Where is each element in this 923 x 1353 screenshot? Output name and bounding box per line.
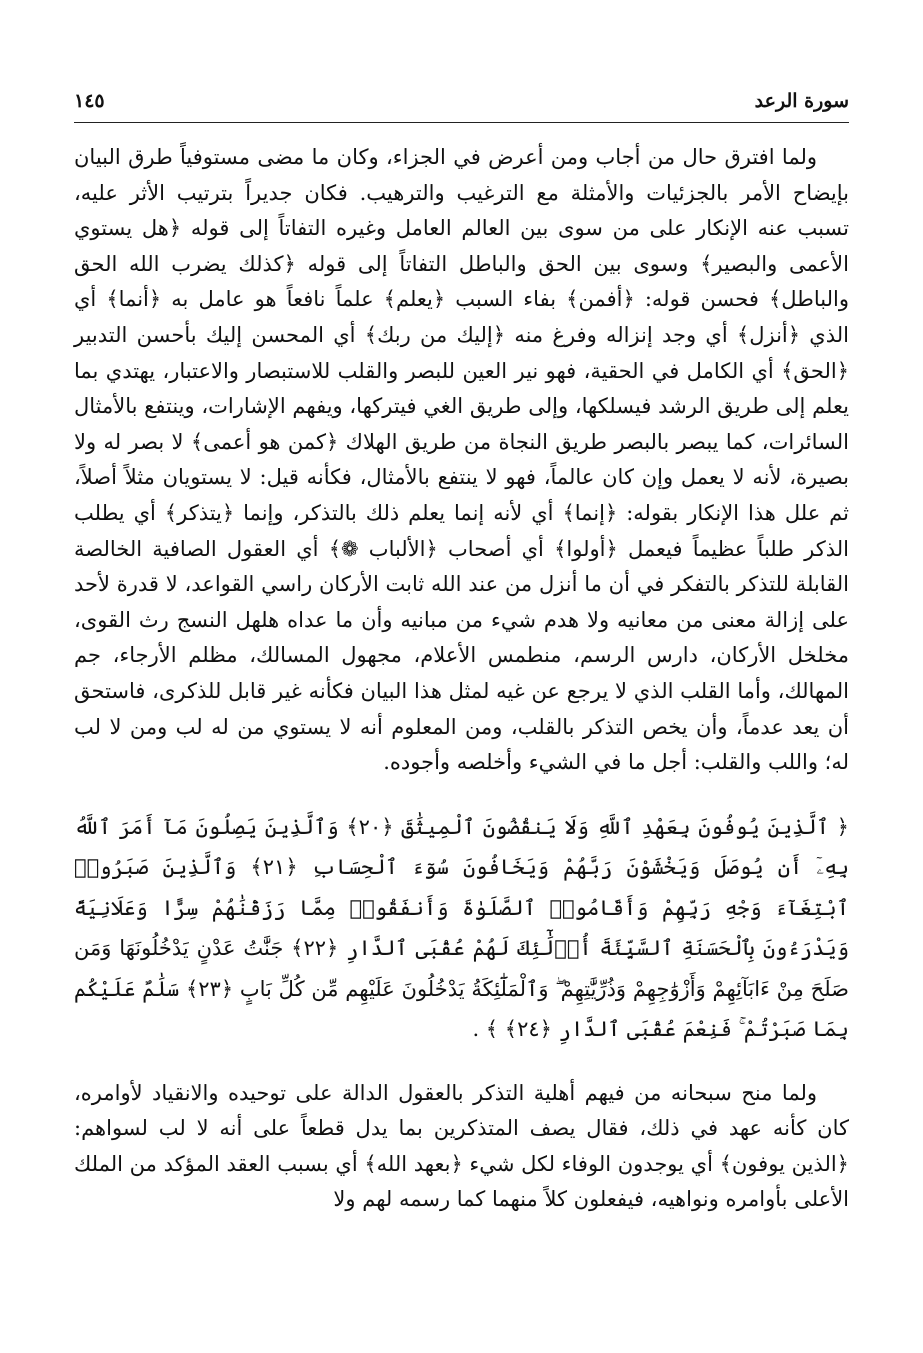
surah-title: سورة الرعد: [754, 90, 849, 112]
commentary-paragraph: [74, 1076, 849, 1218]
paragraph-text: ولما افترق حال من أجاب ومن أعرض في الجزاء، وكان ما مضى مستوفياً طرق البيان بإيضاح الأمر بالجزئيات والأمثلة مع الترغيب والترهيب. فكان جديراً بترتيب الأثر عليه، تسبب عنه الإنكار على من سوى بين العالم العامل وغيره التفاتاً إلى قوله ﴿هل يستوي الأعمى والبصير﴾ وسوى بين الحق والباطل التفاتاً إلى قوله ﴿كذلك يضرب الله الحق والباطل﴾ فحسن قوله: ﴿أفمن﴾ بفاء السبب ﴿يعلم﴾ علماً نافعاً هو عامل به ﴿أنما﴾ أي الذي ﴿أنزل﴾ أي وجد إنزاله وفرغ منه ﴿إليك من ربك﴾ أي المحسن إليك بأحسن التدبير ﴿الحق﴾ أي الكامل في الحقية، فهو نير العين للبصر والقلب للاستبصار والاعتبار، يهتدي بما يعلم إلى طريق الرشد فيسلكها، وإلى طريق الغي فيتركها، ويفهم الإشارات، وينتفع بالأمثال السائرات، كما يبصر بالبصر طريق النجاة من طريق الهلاك ﴿كمن هو أعمى﴾ لا بصر له ولا بصيرة، لأنه لا يعمل وإن كان عالماً، فهو لا ينتفع بالأمثال، فكأنه قيل: لا يستويان مثلاً أصلاً، ثم علل هذا الإنكار بقوله: ﴿إنما﴾ أي لأنه إنما يعلم ذلك بالتذكر، وإنما ﴿يتذكر﴾ أي يطلب الذكر طلباً عظيماً فيعمل ﴿أولوا﴾ أي أصحاب ﴿الألباب ❁﴾ أي العقول الصافية الخالصة القابلة للتذكر بالتفكر في أن ما أنزل من عند الله ثابت الأركان راسي القواعد، لا قدرة لأحد على إزالة معنى من معانيه ولا هدم شيء من مبانيه وأن ما عداه هلهل النسج رث القوى، مخلخل الأركان، دارس الرسم، منطمس الأعلام، مجهول المسالك، مظلم الأرجاء، جم المهالك، وأما القلب الذي لا يرجع عن غيه لمثل هذا البيان فكأنه غير قابل للذكرى، فاستحق أن يعد عدماً، وأن يخص التذكر بالقلب، ومن المعلوم أنه لا يستوي من له لب ومن لا لب له؛ واللب والقلب: أجل ما في الشيء وأخلصه وأجوده.: [74, 145, 849, 775]
commentary-paragraph: [74, 140, 849, 781]
quran-verses: ﴿ ٱلَّذِينَ يُوفُونَ بِعَهْدِ ٱللَّهِ وَلَا يَنقُضُونَ ٱلْمِيثَٰقَ ﴿٢٠﴾ وَٱلَّذِينَ يَصِلُونَ مَآ أَمَرَ ٱللَّهُ بِهِۦٓ أَن يُوصَلَ وَيَخْشَوْنَ رَبَّهُمْ وَيَخَافُونَ سُوٓءَ ٱلْحِسَابِ ﴿٢١﴾ وَٱلَّذِينَ صَبَرُوا۟ ٱبْتِغَآءَ وَجْهِ رَبِّهِمْ وَأَقَامُوا۟ ٱلصَّلَوٰةَ وَأَنفَقُوا۟ مِمَّا رَزَقْنَٰهُمْ سِرًّا وَعَلَانِيَةً وَيَدْرَءُونَ بِٱلْحَسَنَةِ ٱلسَّيِّئَةَ أُو۟لَٰٓئِكَ لَهُمْ عُقْبَى ٱلدَّارِ ﴿٢٢﴾ جَنَّٰتُ عَدْنٍ يَدْخُلُونَهَا وَمَن صَلَحَ مِنْ ءَابَآئِهِمْ وَأَزْوَٰجِهِمْ وَذُرِّيَّٰتِهِمْ ۖ وَٱلْمَلَٰٓئِكَةُ يَدْخُلُونَ عَلَيْهِم مِّن كُلِّ بَابٍ ﴿٢٣﴾ سَلَٰمٌ عَلَيْكُم بِمَا صَبَرْتُمْ ۚ فَنِعْمَ عُقْبَى ٱلدَّارِ ﴿٢٤﴾ ﴾ .: [74, 814, 850, 1042]
page-header: [74, 88, 849, 123]
page-body: [74, 140, 849, 1218]
paragraph-text: ولما منح سبحانه من فيهم أهلية التذكر بالعقول الدالة على توحيده والانقياد لأوامره، كان كأنه عهد في ذلك، فقال يصف المتذكرين بما يدل قطعاً على أنه لا لب لسواهم: ﴿الذين يوفون﴾ أي يوجدون الوفاء لكل شيء ﴿بعهد الله﴾ أي بسبب العقد المؤكد من الملك الأعلى بأوامره ونواهيه، فيفعلون كلاً منهما كما رسمه لهم ولا: [73, 1080, 849, 1212]
page-number: ١٤٥: [74, 90, 105, 112]
